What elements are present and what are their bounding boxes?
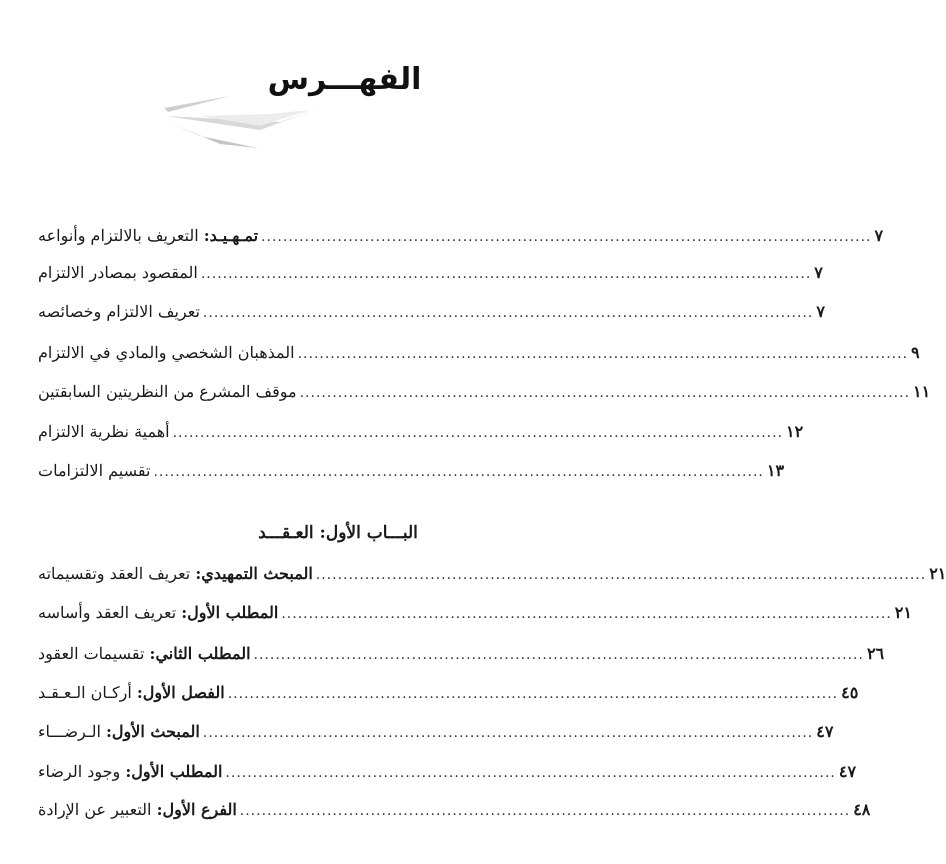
toc-page-number: ١٣ (766, 461, 785, 480)
toc-page-number: ١٢ (786, 422, 804, 441)
toc-entry[interactable] (38, 799, 871, 822)
toc-entry[interactable] (38, 301, 825, 324)
toc-entry-text: المطلب الأول: تعريف العقد وأساسه (38, 603, 279, 622)
toc-entry-text: المطلب الأول: وجود الرضاء (38, 762, 223, 781)
toc-entry[interactable] (38, 602, 912, 625)
toc-entry-text: أهمية نظرية الالتزام (38, 422, 170, 441)
leader-dots: ................................................................................................................ (225, 765, 836, 781)
page-title (0, 62, 675, 97)
toc-page-number: ٤٧ (816, 722, 834, 741)
toc-page-number: ٤٨ (853, 800, 871, 819)
toc-page-number: ٤٧ (838, 762, 857, 781)
leader-dots: ................................................................................................................ (153, 464, 764, 480)
toc-entry-text: المبحث التمهيدي: تعريف العقد وتقسيماته (38, 564, 313, 583)
ornament-icon (160, 86, 330, 156)
leader-dots: ................................................................................................................ (299, 385, 911, 401)
leader-dots: ................................................................................................................ (261, 229, 872, 245)
toc-entry[interactable] (38, 381, 931, 404)
toc-entry[interactable] (38, 262, 823, 285)
toc-entry-text: المبحث الأول: الـرضـــاء (38, 722, 200, 741)
leader-dots: ................................................................................................................ (172, 425, 784, 441)
toc-page-number: ٩ (911, 343, 920, 362)
leader-dots: ................................................................................................................ (315, 567, 927, 583)
leader-dots: ................................................................................................................ (281, 606, 892, 622)
leader-dots: ................................................................................................................ (297, 346, 909, 362)
toc-entry-text: الفصل الأول: أركـان الـعـقـد (38, 683, 225, 702)
toc-entry-text: موقف المشرع من النظريتين السابقتين (38, 382, 297, 401)
leader-dots: ................................................................................................................ (200, 266, 812, 282)
toc-entry-text: تمـهـيـد: التعريف بالالتزام وأنواعه (38, 226, 259, 245)
title-text: الفهـــرس (267, 62, 422, 97)
leader-dots: ................................................................................................................ (202, 305, 814, 321)
toc-entry[interactable] (38, 421, 804, 444)
leader-dots: ................................................................................................................ (239, 803, 851, 819)
leader-dots: ................................................................................................................ (202, 725, 814, 741)
toc-page-number: ٧ (814, 263, 823, 282)
toc-page-number: ٢٦ (866, 644, 885, 663)
toc-entry[interactable] (38, 460, 785, 483)
toc-page-number: ٧ (816, 302, 825, 321)
toc-page-number: ٧ (874, 226, 884, 245)
toc-entry-text: المطلب الثاني: تقسيمات العقود (38, 644, 251, 663)
toc-entry-text: المقصود بمصادر الالتزام (38, 263, 198, 282)
toc-entry-text: تقسيم الالتزامات (38, 461, 151, 480)
toc-entry-text: تعريف الالتزام وخصائصه (38, 302, 200, 321)
toc-entry-text: المذهبان الشخصي والمادي في الالتزام (38, 343, 295, 362)
toc-entry-text: الفرع الأول: التعبير عن الإرادة (38, 800, 237, 819)
leader-dots: ................................................................................................................ (227, 686, 839, 702)
toc-entry[interactable] (38, 643, 885, 666)
leader-dots: ................................................................................................................ (253, 647, 864, 663)
toc-entry[interactable] (38, 761, 857, 784)
toc-page-number: ١١ (913, 382, 931, 401)
toc-page-number: ٢١ (929, 564, 946, 583)
toc-entry[interactable] (38, 563, 946, 586)
toc-page-number: ٤٥ (841, 683, 859, 702)
toc-entry[interactable] (38, 682, 859, 705)
toc-entry[interactable] (38, 721, 834, 744)
toc-entry[interactable] (38, 225, 884, 248)
chapter-heading: البـــاب الأول: العـقـــد (258, 523, 418, 543)
toc-entry[interactable] (38, 342, 920, 365)
toc-page-number: ٢١ (894, 603, 912, 622)
